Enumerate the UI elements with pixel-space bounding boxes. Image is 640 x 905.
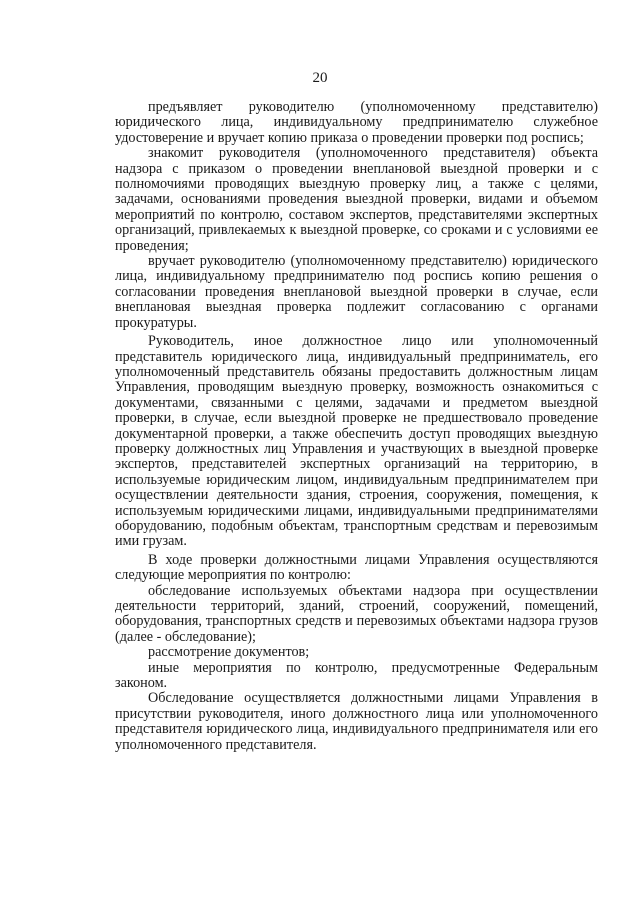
paragraph: Руководитель, иное должностное лицо или уполномоченный представитель юридического лица, индивидуальный предприниматель, его уполномоченный представитель обязаны предоставить должностным лицам Управления, проводящим выездную проверку, возможность ознакомиться с документами, связанными с целями, задачами и предметом выездной проверки, в случае, если выездной проверке не предшествовало проведение документарной проверки, а также обеспечить доступ проводящих выездную проверку должностных лиц Управления и участвующих в выездной проверке экспертов, представителей экспертных организаций на территорию, в используемые юридическим лицом, индивидуальным предпринимателем при осуществлении деятельности здания, строения, сооружения, помещения, к используемым юридическими лицами, индивидуальными предпринимателями оборудованию, подобным объектам, транспортным средствам и перевозимым ими грузам. bbox=[115, 333, 598, 550]
paragraph: В ходе проверки должностными лицами Управления осуществляются следующие мероприятия по контролю: bbox=[115, 551, 598, 584]
page-number: 20 bbox=[312, 70, 328, 86]
paragraph: иные мероприятия по контролю, предусмотренные Федеральным законом. bbox=[115, 659, 598, 692]
paragraph: Обследование осуществляется должностными лицами Управления в присутствии руководителя, иного должностного лица или уполномоченного представителя юридического лица, индивидуального предпринимателя или его уполномоченного представителя. bbox=[115, 690, 598, 753]
paragraph: знакомит руководителя (уполномоченного представителя) объекта надзора с приказом о проведении внеплановой выездной проверки и с полномочиями проводящих выездную проверку лиц, а также с целями, задачами, основаниями проведения выездной проверки, видами и объемом мероприятий по контролю, составом экспертов, представителями экспертных организаций, привлекаемых к выездной проверке, со сроками и с условиями ее проведения; bbox=[115, 145, 598, 254]
paragraph: вручает руководителю (уполномоченному представителю) юридического лица, индивидуальному предпринимателю под роспись копию решения о согласовании проведения внеплановой выездной проверки в случае, если внеплановая выездная проверка подлежит согласованию с органами прокуратуры. bbox=[115, 253, 598, 331]
paragraph: рассмотрение документов; bbox=[148, 644, 310, 661]
paragraph: обследование используемых объектами надзора при осуществлении деятельности территорий, зданий, строений, сооружений, помещений, оборудования, транспортных средств и перевозимых объектами надзора грузов (далее - обследование); bbox=[115, 582, 598, 645]
document-body bbox=[115, 100, 598, 753]
paragraph: предъявляет руководителю (уполномоченному представителю) юридического лица, индивидуальному предпринимателю служебное удостоверение и вручает копию приказа о проведении проверки под роспись; bbox=[115, 99, 598, 146]
